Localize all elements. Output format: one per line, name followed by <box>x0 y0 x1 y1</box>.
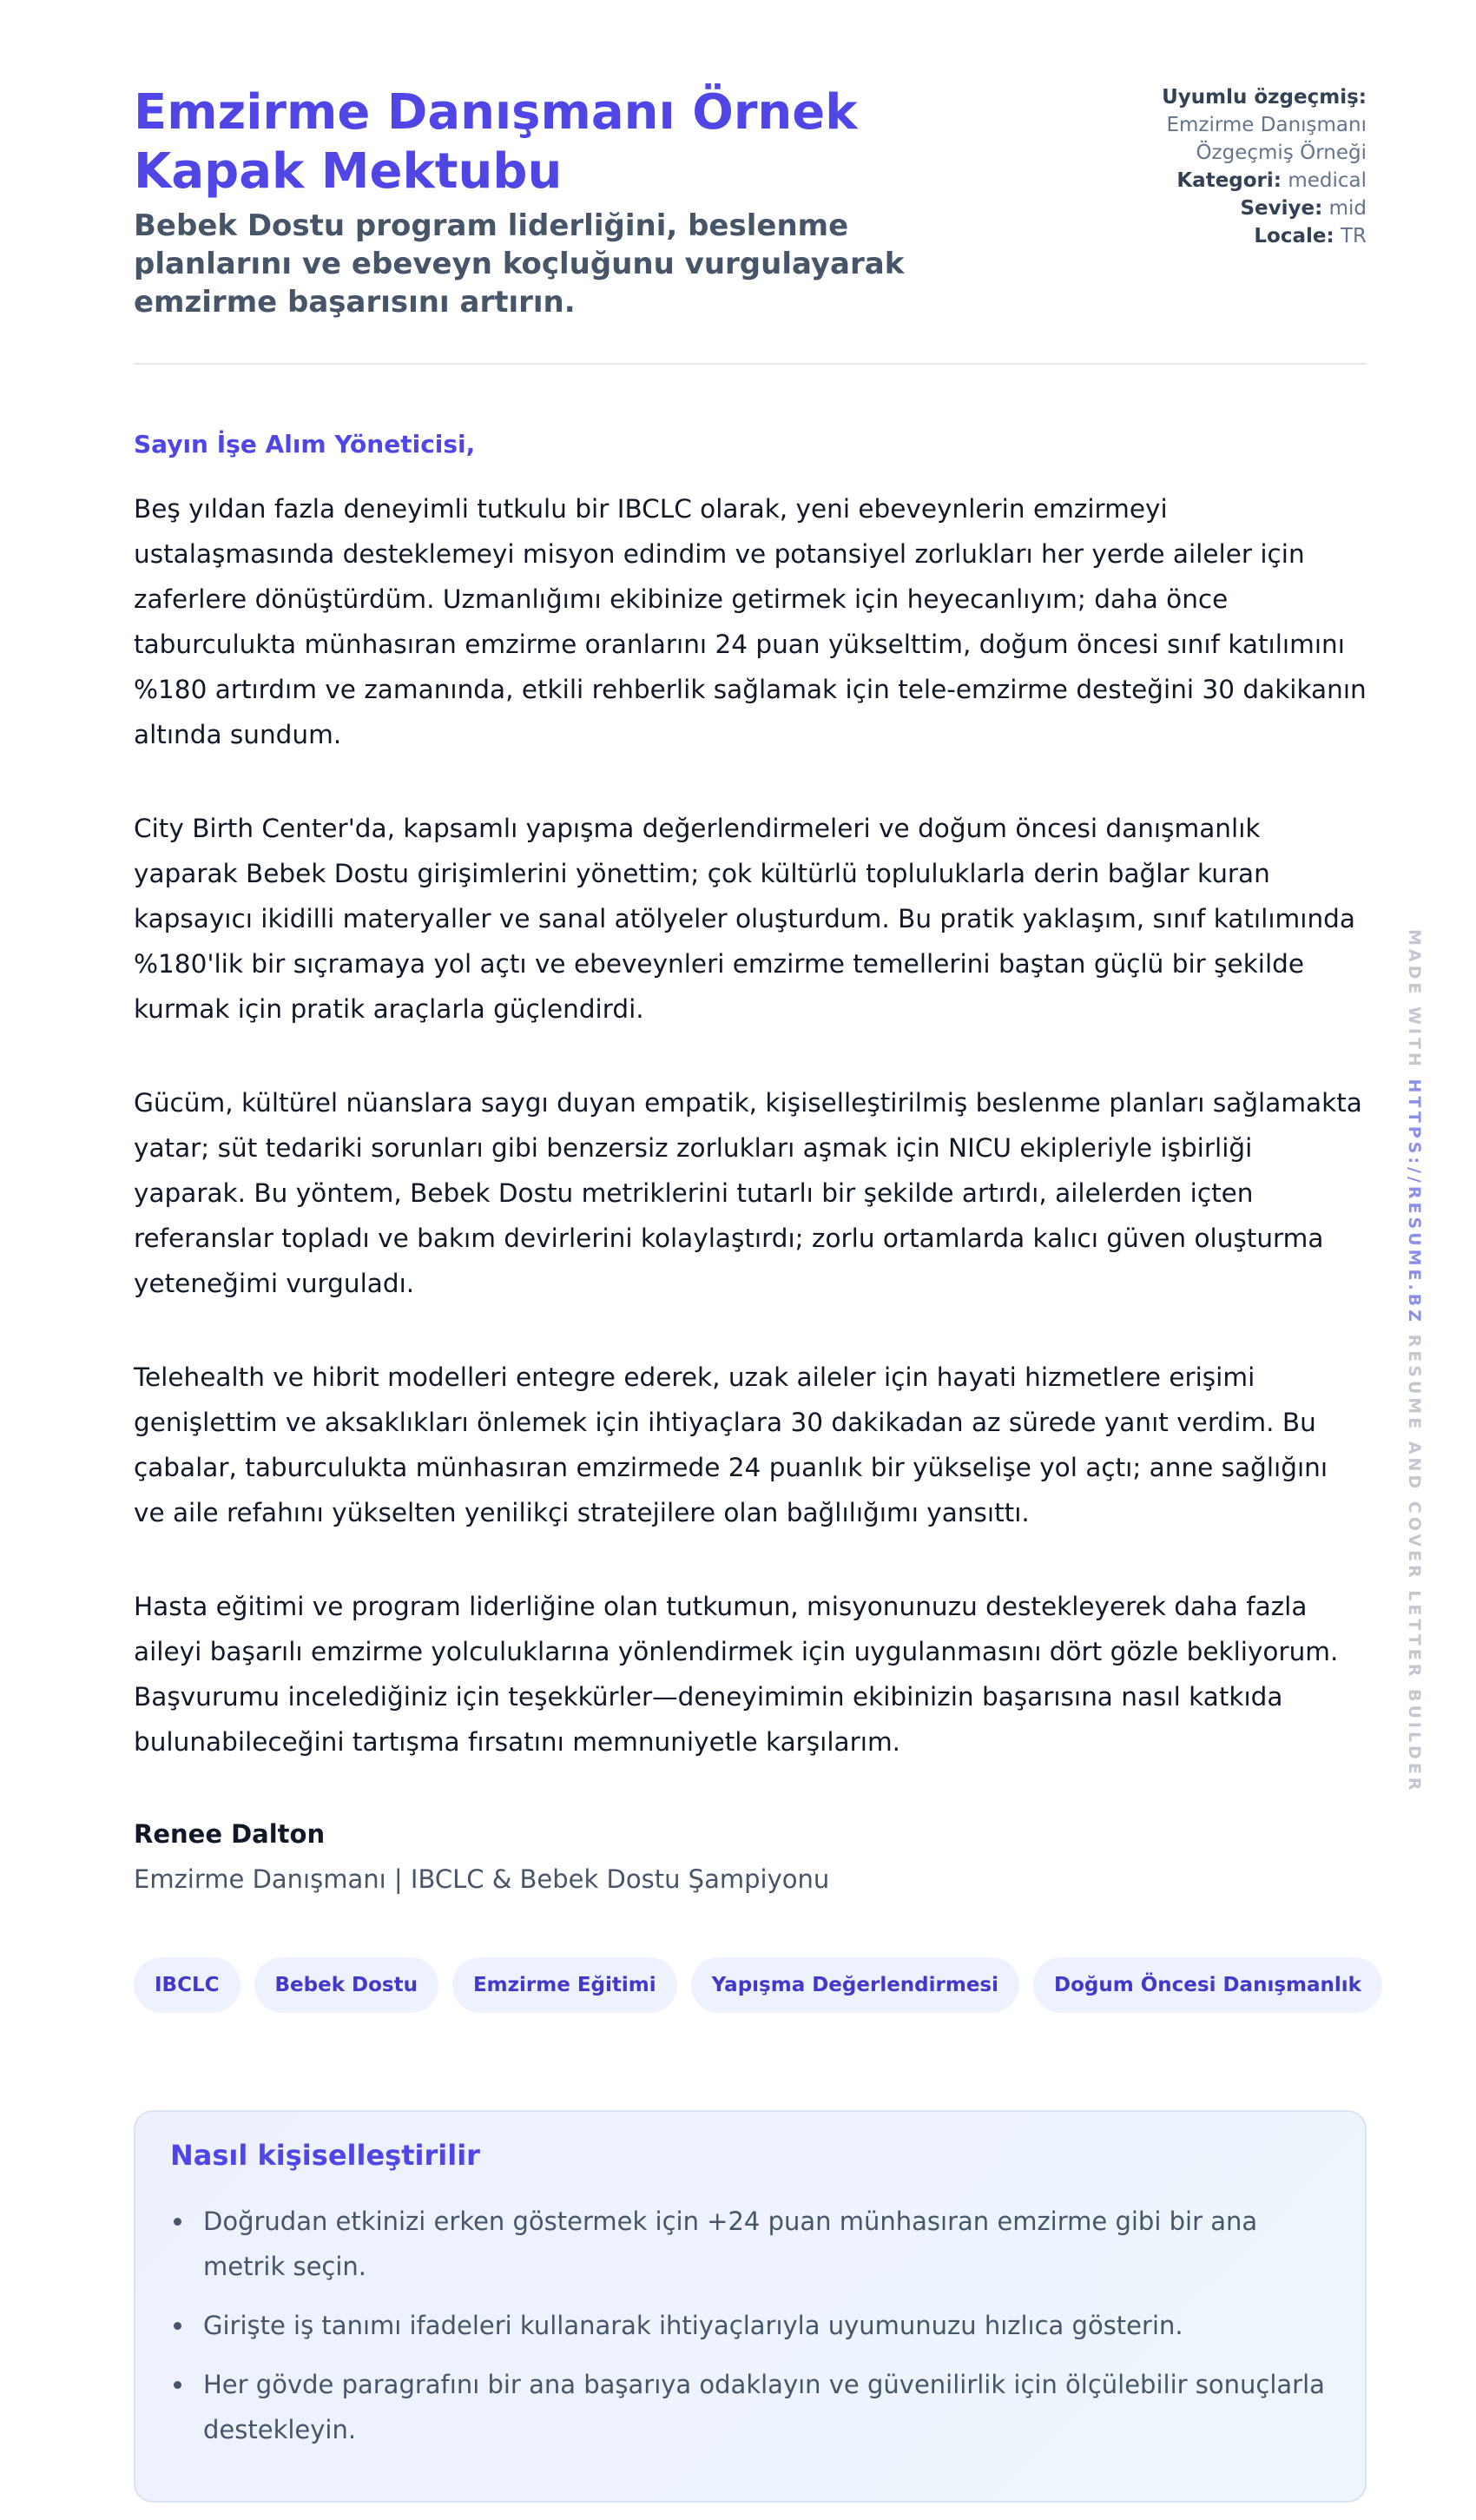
meta-resume-label: Uyumlu özgeçmiş: <box>1162 86 1367 109</box>
meta-locale-label: Locale: <box>1254 225 1334 247</box>
header-divider <box>134 363 1367 365</box>
signature-title: Emzirme Danışmanı | IBCLC & Bebek Dostu Şampiyonu <box>134 1864 830 1894</box>
letter-paragraph: Beş yıldan fazla deneyimli tutkulu bir IBCLC olarak, yeni ebeveynlerin emzirmeyi ustalaşmasında desteklemeyi misyon edindim ve potansiyel zorlukları her yerde aileler için zaferlere dönüştürdüm. Uzmanlığımı ekibinize getirmek için heyecanlıyım; daha önce taburculukta münhasıran emzirme oranlarını 24 puan yükselttim, doğum öncesi sınıf katılımını %180 artırdım ve zamanında, etkili rehberlik sağlamak için tele-emzirme desteğini 30 dakikanın altında sundum. <box>134 494 1367 749</box>
watermark-text <box>1405 929 1424 1793</box>
watermark-suffix: RESUME AND COVER LETTER BUILDER <box>1405 1334 1424 1794</box>
tag-emzirme-egitimi: Emzirme Eğitimi <box>452 1957 677 2013</box>
header-left <box>134 83 1002 321</box>
letter-paragraph: Gücüm, kültürel nüanslara saygı duyan empatik, kişiselleştirilmiş beslenme planları sağlamakta yatar; süt tedariki sorunları gibi benzersiz zorlukları aşmak için NICU ekipleriyle işbirliği yaparak. Bu yöntem, Bebek Dostu metriklerini tutarlı bir şekilde artırdı, ailelerden içten referanslar topladı ve bakım devirlerini kolaylaştırdı; zorlu ortamlarda kalıcı güven oluşturma yeteneğimi vurguladı. <box>134 1088 1362 1298</box>
cover-letter-page <box>134 83 1367 2503</box>
meta-level <box>1080 195 1367 222</box>
tag-dogum-oncesi-danismanlik: Doğum Öncesi Danışmanlık <box>1033 1957 1382 2013</box>
watermark-link[interactable]: HTTPS://RESUME.BZ <box>1405 1079 1424 1325</box>
meta-category <box>1080 167 1367 195</box>
signature <box>134 1817 1367 1897</box>
letter-body <box>134 486 1367 1765</box>
letter-paragraph: Telehealth ve hibrit modelleri entegre ederek, uzak aileler için hayati hizmetlere erişimi genişlettim ve aksaklıkları önlemek için ihtiyaçlara 30 dakikadan az sürede yanıt verdim. Bu çabalar, taburculukta münhasıran emzirmede 24 puanlık bir yükselişe yol açtı; anne sağlığını ve aile refahını yükselten yenilikçi stratejilere olan bağlılığımı yansıttı. <box>134 1362 1328 1527</box>
meta-level-label: Seviye: <box>1240 197 1323 220</box>
salutation: Sayın İşe Alım Yöneticisi, <box>134 430 476 458</box>
letter-paragraph: Hasta eğitimi ve program liderliğine olan tutkumun, misyonunuzu destekleyerek daha fazla aileyi başarılı emzirme yolculuklarına yönlendirmek için uygulanmasını dört gözle bekliyorum. Başvurumu incelediğiniz için teşekkürler—deneyimimin ekibinizin başarısına nasıl katkıda bulunabileceğini tartışma fırsatını memnuniyetle karşılarım. <box>134 1592 1339 1757</box>
tag-yapisma-degerlendirmesi: Yapışma Değerlendirmesi <box>691 1957 1019 2013</box>
tag-ibclc: IBCLC <box>134 1957 241 2013</box>
side-watermark <box>1405 929 1441 1794</box>
tips-item: Girişte iş tanımı ifadeleri kullanarak ihtiyaçlarıyla uyumunuzu hızlıca gösterin. <box>170 2303 1330 2348</box>
page-subtitle: Bebek Dostu program liderliğini, beslenme planlarını ve ebeveyn koçluğunu vurgulayarak emzirme başarısını artırın. <box>134 208 905 320</box>
meta-resume <box>1080 83 1367 167</box>
meta-category-value: medical <box>1288 169 1367 192</box>
meta-panel <box>1080 83 1367 250</box>
watermark-prefix: MADE WITH <box>1405 929 1424 1070</box>
letter-paragraph: City Birth Center'da, kapsamlı yapışma değerlendirmeleri ve doğum öncesi danışmanlık yaparak Bebek Dostu girişimlerini yönettim; çok kültürlü topluluklarla derin bağlar kuran kapsayıcı ikidilli materyaller ve sanal atölyeler oluşturdum. Bu pratik yaklaşım, sınıf katılımında %180'lik bir sıçramaya yol açtı ve ebeveynleri emzirme temellerini baştan güçlü bir şekilde kurmak için pratik araçlarla güçlendirdi. <box>134 814 1355 1024</box>
meta-resume-value: Emzirme Danışmanı Özgeçmiş Örneği <box>1166 114 1367 164</box>
customization-tips <box>134 2110 1367 2503</box>
tips-item: Her gövde paragrafını bir ana başarıya odaklayın ve güvenilirlik için ölçülebilir sonuçlarla destekleyin. <box>170 2362 1330 2452</box>
meta-locale <box>1080 222 1367 250</box>
meta-category-label: Kategori: <box>1176 169 1282 192</box>
meta-locale-value: TR <box>1340 225 1367 247</box>
header <box>134 83 1367 321</box>
page-title: Emzirme Danışmanı Örnek Kapak Mektubu <box>134 84 858 200</box>
tips-list <box>170 2199 1330 2452</box>
skill-tags <box>134 1957 1367 2013</box>
tips-title: Nasıl kişiselleştirilir <box>170 2139 480 2172</box>
tips-item: Doğrudan etkinizi erken göstermek için +24 puan münhasıran emzirme gibi bir ana metrik seçin. <box>170 2199 1330 2289</box>
tag-bebek-dostu: Bebek Dostu <box>254 1957 438 2013</box>
meta-level-value: mid <box>1328 197 1367 220</box>
signature-name: Renee Dalton <box>134 1819 326 1849</box>
